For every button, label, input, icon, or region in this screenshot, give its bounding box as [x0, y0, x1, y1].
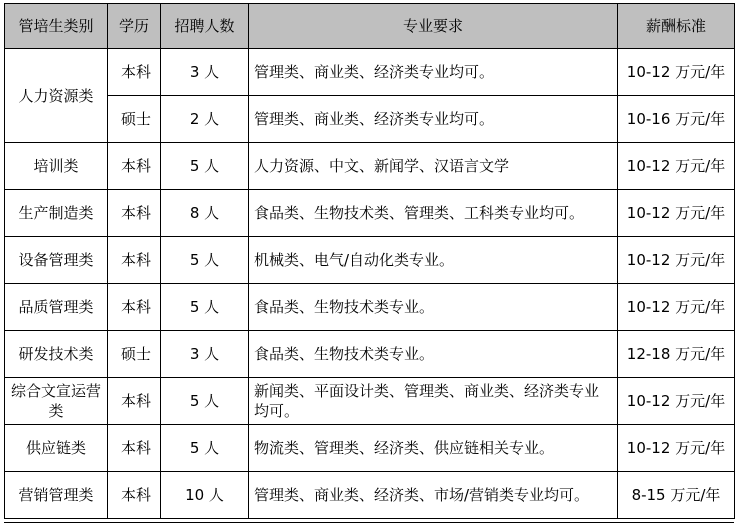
table-row: [5, 143, 735, 190]
salary-cell: 10-12 万元/年: [618, 143, 735, 190]
header-education: 学历: [108, 4, 161, 49]
header-requirement: 专业要求: [249, 4, 618, 49]
requirement-cell: 机械类、电气/自动化类专业。: [249, 237, 618, 284]
count-cell: 5 人: [161, 378, 249, 425]
education-cell: 本科: [108, 143, 161, 190]
salary-cell: 12-18 万元/年: [618, 331, 735, 378]
table-body: [5, 49, 735, 519]
table-row: [5, 96, 735, 143]
category-cell: 供应链类: [5, 425, 108, 472]
header-count: 招聘人数: [161, 4, 249, 49]
header-row: [5, 4, 735, 49]
count-cell: 8 人: [161, 190, 249, 237]
requirement-cell: 人力资源、中文、新闻学、汉语言文学: [249, 143, 618, 190]
salary-cell: 10-16 万元/年: [618, 96, 735, 143]
header-category: 管培生类别: [5, 4, 108, 49]
requirement-cell: 食品类、生物技术类、管理类、工科类专业均可。: [249, 190, 618, 237]
header-salary: 薪酬标准: [618, 4, 735, 49]
requirement-cell: 食品类、生物技术类专业。: [249, 284, 618, 331]
table-row: [5, 425, 735, 472]
table-row: [5, 190, 735, 237]
category-cell: 研发技术类: [5, 331, 108, 378]
education-cell: 本科: [108, 49, 161, 96]
table-row: [5, 331, 735, 378]
requirement-cell: 新闻类、平面设计类、管理类、商业类、经济类专业均可。: [249, 378, 618, 425]
table-row: [5, 284, 735, 331]
table-bottom-rule: [4, 522, 734, 523]
education-cell: 本科: [108, 378, 161, 425]
count-cell: 5 人: [161, 425, 249, 472]
category-cell: 品质管理类: [5, 284, 108, 331]
requirement-cell: 管理类、商业类、经济类、市场/营销类专业均可。: [249, 472, 618, 519]
recruitment-table: [4, 3, 735, 519]
salary-cell: 10-12 万元/年: [618, 378, 735, 425]
category-cell: 培训类: [5, 143, 108, 190]
salary-cell: 10-12 万元/年: [618, 284, 735, 331]
category-cell: 设备管理类: [5, 237, 108, 284]
table-row: [5, 472, 735, 519]
count-cell: 2 人: [161, 96, 249, 143]
salary-cell: 10-12 万元/年: [618, 49, 735, 96]
table-row: [5, 378, 735, 425]
category-cell: 人力资源类: [5, 49, 108, 143]
education-cell: 硕士: [108, 96, 161, 143]
category-cell: 综合文宣运营类: [5, 378, 108, 425]
requirement-cell: 食品类、生物技术类专业。: [249, 331, 618, 378]
table-row: [5, 237, 735, 284]
requirement-cell: 管理类、商业类、经济类专业均可。: [249, 49, 618, 96]
education-cell: 本科: [108, 425, 161, 472]
count-cell: 5 人: [161, 284, 249, 331]
count-cell: 3 人: [161, 331, 249, 378]
salary-cell: 10-12 万元/年: [618, 190, 735, 237]
table-row: [5, 49, 735, 96]
education-cell: 本科: [108, 190, 161, 237]
count-cell: 3 人: [161, 49, 249, 96]
requirement-cell: 物流类、管理类、经济类、供应链相关专业。: [249, 425, 618, 472]
salary-cell: 10-12 万元/年: [618, 237, 735, 284]
category-cell: 生产制造类: [5, 190, 108, 237]
category-cell: 营销管理类: [5, 472, 108, 519]
count-cell: 5 人: [161, 143, 249, 190]
education-cell: 本科: [108, 284, 161, 331]
count-cell: 5 人: [161, 237, 249, 284]
education-cell: 本科: [108, 472, 161, 519]
education-cell: 硕士: [108, 331, 161, 378]
count-cell: 10 人: [161, 472, 249, 519]
salary-cell: 10-12 万元/年: [618, 425, 735, 472]
education-cell: 本科: [108, 237, 161, 284]
requirement-cell: 管理类、商业类、经济类专业均可。: [249, 96, 618, 143]
salary-cell: 8-15 万元/年: [618, 472, 735, 519]
